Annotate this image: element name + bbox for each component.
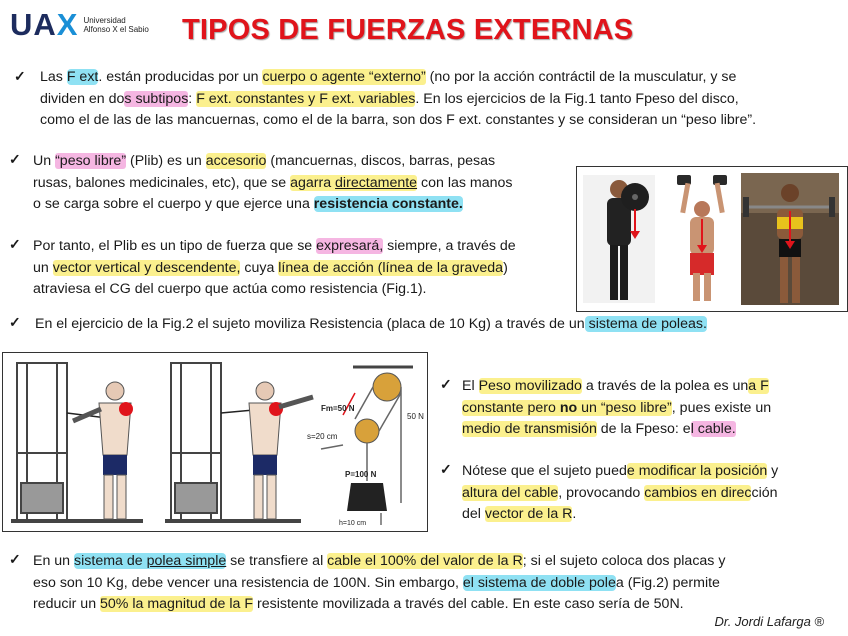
- figure-1-illustration: [577, 167, 847, 311]
- text: del: [462, 506, 485, 522]
- highlight: sistema de poleas.: [584, 316, 707, 332]
- p3-line1: [33, 236, 578, 258]
- photo-barbell-raise: [741, 173, 839, 305]
- p5-line1: [462, 376, 842, 398]
- highlight: [74, 553, 226, 569]
- uax-logo: [10, 9, 149, 41]
- text: resistente movilizada a través del cable. En este caso sería de 50N.: [253, 596, 684, 612]
- text: o se carga sobre el cuerpo y que ejerce una: [33, 196, 314, 212]
- text: . están producidas por un: [98, 69, 263, 85]
- text: ): [503, 259, 508, 276]
- text: se transfiere al: [226, 553, 328, 569]
- photo-disc-lift: [583, 175, 655, 303]
- p7-line1: [33, 551, 843, 573]
- paragraph-4: [35, 314, 835, 336]
- author-signature: Dr. Jordi Lafarga ®: [714, 614, 824, 629]
- text: cuya: [240, 259, 279, 276]
- p7-line3: [33, 594, 843, 616]
- highlight: a F: [748, 378, 769, 394]
- highlight: cuerpo o agente “externo”: [262, 69, 426, 85]
- text: un “peso libre”: [577, 399, 672, 416]
- highlight: Peso movilizado: [478, 378, 582, 394]
- label-50n: 50 N: [407, 412, 424, 421]
- text: (mancuernas, discos, barras, pesas: [266, 153, 496, 169]
- p7-line2: [33, 573, 843, 595]
- text: :: [188, 90, 197, 107]
- check-icon: ✓: [9, 551, 21, 567]
- text: . En los ejercicios de la Fig.1 tanto Fpeso del disco,: [415, 90, 739, 107]
- check-icon: ✓: [14, 68, 26, 84]
- text: sistema de: [74, 553, 147, 569]
- text: , pues existe un: [671, 399, 772, 416]
- text: y: [767, 463, 779, 479]
- logo-subtitle: [83, 16, 148, 34]
- p3-line3: atraviesa el CG del cuerpo que actúa como resistencia (Fig.1).: [33, 281, 427, 297]
- text: a través de la polea es un: [581, 378, 749, 394]
- p6-line2: [462, 483, 842, 505]
- text: ción: [751, 484, 778, 501]
- text: ; si el sujeto coloca dos placas y: [522, 553, 726, 569]
- highlight: medio de transmisión: [462, 421, 597, 437]
- highlight: [462, 400, 672, 416]
- label-p: P=100 N: [345, 470, 377, 479]
- paragraph-6: [462, 461, 842, 526]
- highlight: altura del cable: [462, 484, 559, 501]
- check-icon: ✓: [9, 151, 21, 167]
- check-icon: ✓: [440, 461, 452, 477]
- p1-line3: como el de las de las mancuernas, como el de la barra, son dos F ext. constantes y se consideran un “peso libre”.: [40, 112, 757, 128]
- highlight: l cable.: [690, 421, 736, 437]
- text: (Plib) es un: [126, 153, 206, 169]
- check-icon: ✓: [9, 236, 21, 252]
- text: polea simple: [146, 553, 227, 569]
- paragraph-2: [33, 151, 578, 216]
- highlight: el sistema de doble pole: [462, 574, 616, 591]
- text: eso son 10 Kg, debe vencer una resistencia de 100N. Sin embargo,: [33, 574, 463, 591]
- highlight: cable el 100% del valor de la R: [327, 553, 523, 569]
- p5-line3: [462, 419, 842, 441]
- highlight: accesorio: [205, 153, 267, 169]
- page-title: TIPOS DE FUERZAS EXTERNAS: [182, 14, 634, 46]
- highlight: expresará,: [316, 238, 384, 254]
- p2-line1: [33, 151, 578, 173]
- highlight: F ext. constantes y F ext. variables: [196, 90, 416, 107]
- text: .: [572, 506, 577, 522]
- text: Un: [33, 153, 56, 169]
- p2-line2: [33, 173, 578, 195]
- paragraph-5: [462, 376, 842, 441]
- highlight: [290, 175, 417, 191]
- text: Por tanto, el Plib es un tipo de fuerza que se: [33, 238, 317, 254]
- text: directamente: [335, 174, 418, 191]
- photo-dumbbell-press: [669, 171, 735, 305]
- label-h: h=10 cm: [339, 520, 367, 527]
- logo-x: X: [56, 7, 79, 42]
- man-figure-1: [73, 382, 133, 519]
- highlight: resistencia constante.: [313, 196, 463, 212]
- p2-line3: [33, 194, 578, 216]
- text: En un: [33, 553, 75, 569]
- text: a (Fig.2) permite: [615, 574, 720, 591]
- text: Las: [40, 69, 67, 85]
- figure-1-photos: [576, 166, 848, 312]
- highlight: línea de acción (línea de la graveda: [278, 259, 504, 276]
- logo-mark: [10, 9, 78, 41]
- text: siempre, a través de: [383, 238, 516, 254]
- p1-line2: [40, 89, 840, 111]
- figure-2-pulley: [2, 352, 428, 532]
- highlight: 50% la magnitud de la F: [100, 596, 254, 612]
- paragraph-1: [40, 67, 840, 132]
- p5-line2: [462, 398, 842, 420]
- paragraph-3: [33, 236, 578, 301]
- text: reducir un: [33, 596, 101, 612]
- text: constante pero: [462, 399, 560, 416]
- p6-line3: [462, 504, 842, 526]
- cable-machine-2: [165, 363, 301, 521]
- text: un: [33, 259, 53, 276]
- label-s: s=20 cm: [307, 432, 338, 441]
- text: , provocando: [558, 484, 645, 501]
- logo-sub2: Alfonso X el Sabio: [83, 25, 149, 34]
- check-icon: ✓: [9, 314, 21, 330]
- check-icon: ✓: [440, 376, 452, 392]
- highlight: “peso libre”: [55, 153, 127, 169]
- highlight: F ext: [66, 69, 99, 85]
- p6-line1: [462, 461, 842, 483]
- logo-sub1: Universidad: [83, 16, 126, 25]
- text: rusas, balones medicinales, etc), que se: [33, 174, 291, 191]
- highlight: cambios en direc: [644, 484, 752, 501]
- paragraph-7: [33, 551, 843, 616]
- highlight: s subtipos: [124, 90, 189, 107]
- p1-line1: [40, 67, 840, 89]
- man-figure-2: [249, 382, 313, 519]
- text: agarra: [290, 174, 336, 191]
- figure-2-illustration: [3, 353, 427, 531]
- p3-line2: [33, 258, 578, 280]
- highlight: vector de la R: [484, 506, 573, 522]
- text: no: [559, 399, 578, 416]
- text: El: [462, 378, 479, 394]
- text: En el ejercicio de la Fig.2 el sujeto moviliza Resistencia (placa de 10 Kg) a través de un: [35, 316, 585, 332]
- logo-ua: UA: [10, 7, 57, 42]
- text: de la Fpeso: e: [596, 421, 691, 437]
- text: dividen en do: [40, 90, 125, 107]
- text: Nótese que el sujeto pued: [462, 463, 627, 479]
- pulley-diagram: [321, 367, 413, 525]
- text: con las manos: [417, 174, 513, 191]
- label-fm: Fm=50 N: [321, 404, 355, 413]
- highlight: vector vertical y descendente,: [52, 259, 241, 276]
- text: (no por la acción contráctil de la musculatur, y se: [425, 69, 737, 85]
- highlight: e modificar la posición: [626, 463, 768, 479]
